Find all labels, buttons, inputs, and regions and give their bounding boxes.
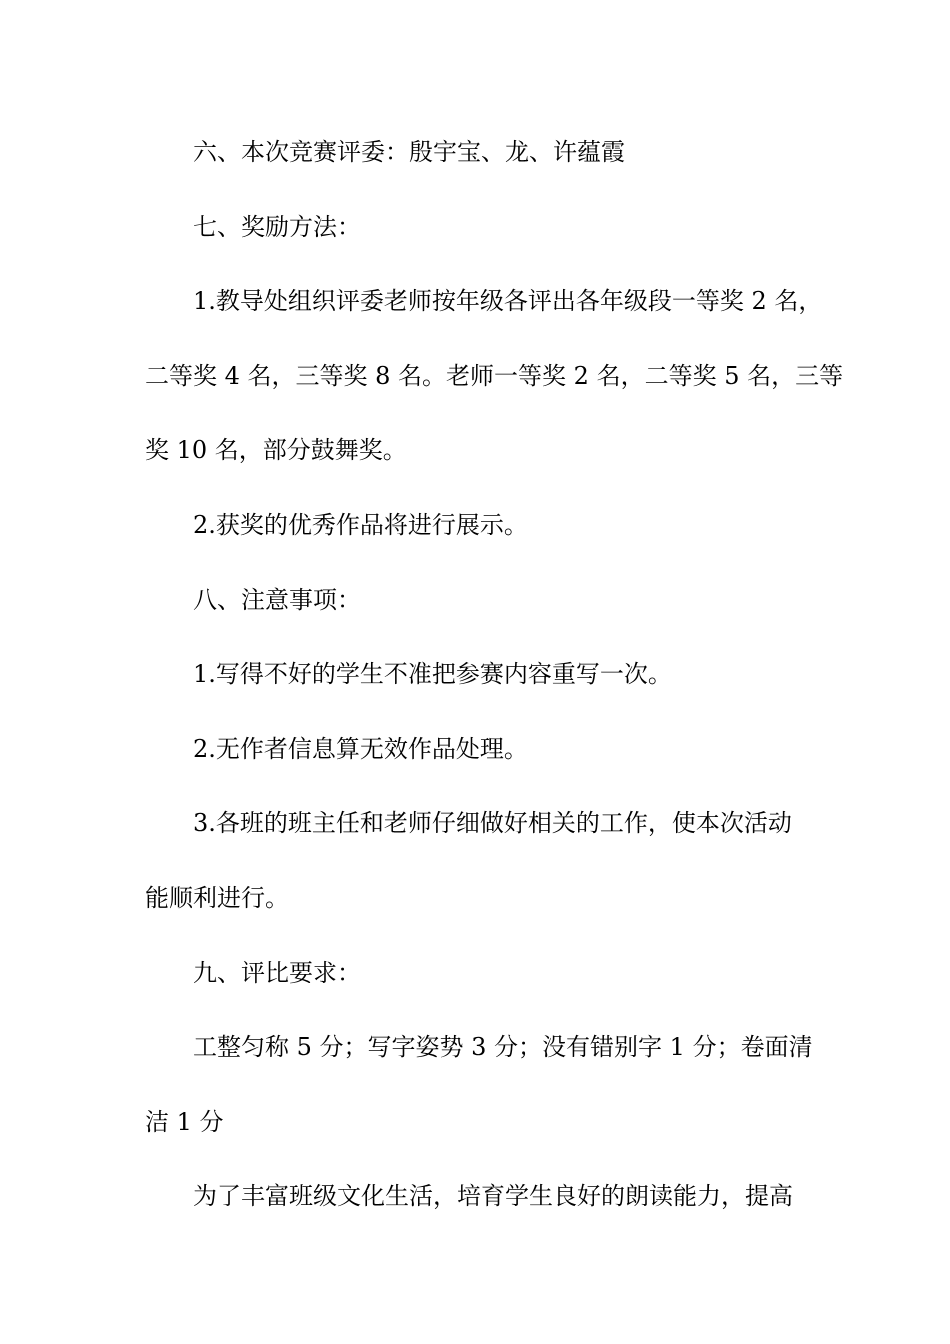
paragraph-judges: 六、本次竞赛评委：殷宇宝、龙、许蕴霞 [193, 138, 625, 166]
award-item-1-line-2: 二等奖 4 名，三等奖 8 名。老师一等奖 2 名，二等奖 5 名，三等 [145, 361, 844, 390]
note-item-3-line-1: 3.各班的班主任和老师仔细做好相关的工作，使本次活动 [193, 809, 792, 838]
document-page [145, 115, 844, 1234]
heading-criteria: 九、评比要求： [193, 958, 361, 987]
award-item-1-line-3: 奖 10 名，部分鼓舞奖。 [145, 436, 407, 465]
note-item-2: 2.无作者信息算无效作品处理。 [193, 734, 528, 763]
criteria-line-2: 洁 1 分 [145, 1107, 224, 1136]
award-item-1-line-1: 1.教导处组织评委老师按年级各评出各年级段一等奖 2 名， [193, 287, 823, 316]
note-item-3-line-2: 能顺利进行。 [145, 883, 289, 912]
heading-notes: 八、注意事项： [193, 585, 361, 614]
heading-award-method: 七、奖励方法： [193, 212, 361, 241]
note-item-1: 1.写得不好的学生不准把参赛内容重写一次。 [193, 660, 672, 689]
paragraph-next-section: 为了丰富班级文化生活，培育学生良好的朗读能力，提高 [193, 1182, 793, 1211]
award-item-2: 2.获奖的优秀作品将进行展示。 [193, 510, 528, 539]
criteria-line-1: 工整匀称 5 分；写字姿势 3 分；没有错别字 1 分；卷面清 [193, 1033, 813, 1062]
